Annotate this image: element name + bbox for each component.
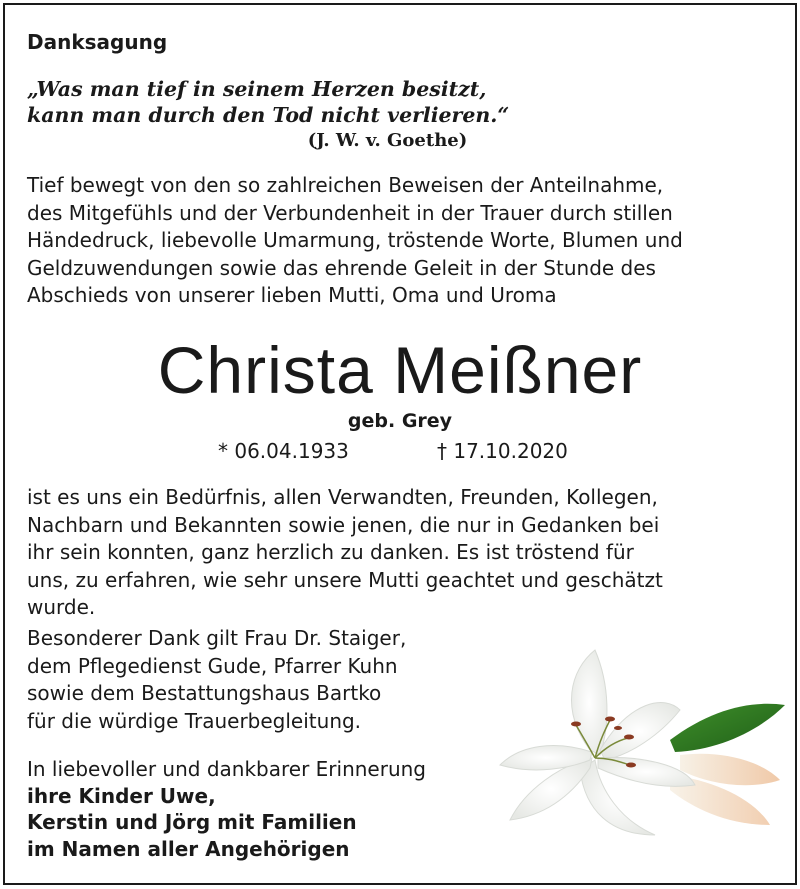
text-line: für die würdige Trauerbegleitung. xyxy=(27,708,362,733)
quote-line: kann man durch den Tod nicht verlieren.“ xyxy=(27,103,510,127)
text-line: des Mitgefühls und der Verbundenheit in der Trauer durch stillen xyxy=(27,200,673,225)
quote-line: „Was man tief in seinem Herzen besitzt, xyxy=(27,77,487,101)
intro-paragraph xyxy=(27,172,787,310)
notice-heading: Danksagung xyxy=(27,30,168,54)
text-line: Besonderer Dank gilt Frau Dr. Staiger, xyxy=(27,626,407,650)
death-date: † 17.10.2020 xyxy=(437,439,568,463)
text-line: ist es uns ein Bedürfnis, allen Verwandten, Freunden, Kollegen, xyxy=(27,485,658,509)
text-line: Geldzuwendungen sowie das ehrende Geleit in der Stunde des xyxy=(27,255,656,280)
text-line: ihr sein konnten, ganz herzlich zu danken. Es ist tröstend für xyxy=(27,540,634,564)
birth-date: * 06.04.1933 xyxy=(218,439,349,463)
closing-intro: In liebevoller und dankbarer Erinnerung xyxy=(27,757,426,781)
quote-author: (J. W. v. Goethe) xyxy=(307,130,468,151)
deceased-name: Christa Meißner xyxy=(157,333,643,407)
text-line: Nachbarn und Bekannten sowie jenen, die nur in Gedanken bei xyxy=(27,512,660,537)
closing-block xyxy=(27,756,426,862)
text-line: uns, zu erfahren, wie sehr unsere Mutti geachtet und geschätzt xyxy=(27,567,663,592)
text-line: Abschieds von unserer lieben Mutti, Oma und Uroma xyxy=(27,283,557,307)
text-line: Händedruck, liebevolle Umarmung, tröstende Worte, Blumen und xyxy=(27,228,683,252)
text-line: Tief bewegt von den so zahlreichen Beweisen der Anteilnahme, xyxy=(27,173,664,197)
text-line: wurde. xyxy=(27,595,96,619)
maiden-name: geb. Grey xyxy=(347,410,453,432)
text-line: sowie dem Bestattungshaus Bartko xyxy=(27,681,382,705)
text-line: dem Pflegedienst Gude, Pfarrer Kuhn xyxy=(27,653,398,678)
signature-line: im Namen aller Angehörigen xyxy=(27,836,350,861)
signature-line: Kerstin und Jörg mit Familien xyxy=(27,810,357,834)
white-lily-icon xyxy=(480,640,790,840)
thanks-paragraph xyxy=(27,484,787,622)
signature-line: ihre Kinder Uwe, xyxy=(27,783,216,808)
goethe-quote xyxy=(27,76,509,128)
